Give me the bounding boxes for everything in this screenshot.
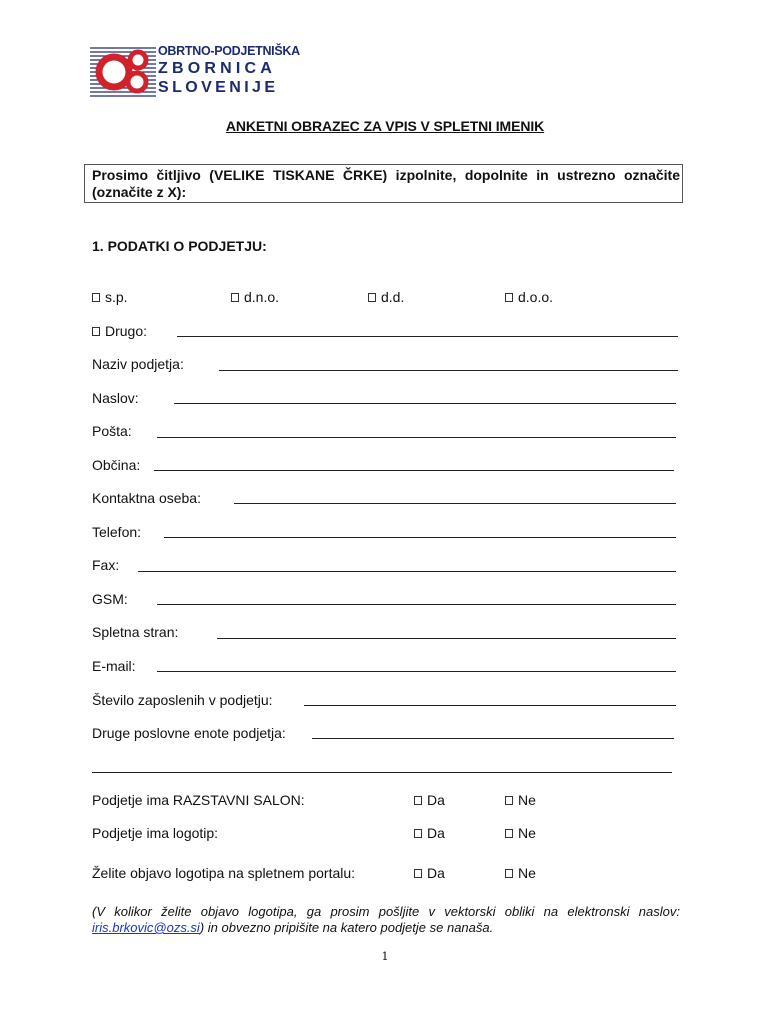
logo-no[interactable] (505, 825, 536, 841)
form-title: ANKETNI OBRAZEC ZA VPIS V SPLETNI IMENIK (225, 118, 545, 134)
option-dd[interactable] (368, 289, 404, 305)
label-website: Spletna stran: (92, 624, 179, 640)
logo-yes[interactable] (414, 825, 445, 841)
checkbox-icon[interactable] (368, 293, 376, 302)
label-address: Naslov: (92, 390, 139, 406)
logo-no-label: Ne (518, 825, 536, 841)
checkbox-icon[interactable] (505, 869, 513, 878)
option-other-label: Drugo: (105, 323, 148, 339)
fax-line[interactable] (138, 571, 676, 572)
option-dd-label: d.d. (381, 289, 405, 305)
label-company-name: Naziv podjetja: (92, 356, 184, 372)
logo-line-3: SLOVENIJE (158, 79, 279, 96)
website-line[interactable] (217, 638, 676, 639)
email-line[interactable] (157, 671, 676, 672)
footnote-text-before: (V kolikor želite objavo logotipa, ga prosim pošljite v vektorski obliki na elektronski naslov: (92, 904, 680, 919)
logo-line-2: ZBORNICA (158, 60, 277, 77)
footnote-text-after: ) in obvezno pripišite na katero podjetje se nanaša. (199, 920, 494, 935)
checkbox-icon[interactable] (414, 796, 422, 805)
publish-yes[interactable] (414, 865, 445, 881)
option-dno[interactable] (231, 289, 279, 305)
showroom-yes[interactable] (414, 792, 445, 808)
other-units-line[interactable] (312, 738, 674, 739)
label-gsm: GSM: (92, 591, 128, 607)
municipality-line[interactable] (154, 470, 674, 471)
logo-line-1: OBRTNO-PODJETNIŠKA (158, 44, 300, 58)
checkbox-icon[interactable] (92, 293, 100, 302)
showroom-no[interactable] (505, 792, 536, 808)
checkbox-icon[interactable] (414, 829, 422, 838)
contact-email-link[interactable]: iris.brkovic@ozs.si (92, 920, 200, 935)
employees-line[interactable] (304, 705, 676, 706)
other-units-line-2[interactable] (92, 772, 672, 773)
showroom-no-label: Ne (518, 792, 536, 808)
label-municipality: Občina: (92, 457, 141, 473)
chamber-logo (90, 44, 300, 102)
option-doo[interactable] (505, 289, 553, 305)
footnote (92, 904, 680, 936)
label-employees: Število zaposlenih v podjetju: (92, 692, 273, 708)
logo-yes-label: Da (427, 825, 445, 841)
address-line[interactable] (174, 403, 676, 404)
option-dno-label: d.n.o. (244, 289, 280, 305)
label-contact-person: Kontaktna oseba: (92, 490, 201, 506)
other-input-line[interactable] (177, 336, 678, 337)
checkbox-icon[interactable] (231, 293, 239, 302)
post-line[interactable] (157, 437, 676, 438)
option-sp[interactable] (92, 289, 128, 305)
label-fax: Fax: (92, 557, 120, 573)
phone-line[interactable] (164, 537, 676, 538)
publish-no-label: Ne (518, 865, 536, 881)
question-publish-logo: Želite objavo logotipa na spletnem portalu: (92, 865, 356, 881)
option-other[interactable] (92, 323, 147, 339)
publish-no[interactable] (505, 865, 536, 881)
contact-person-line[interactable] (234, 503, 676, 504)
gsm-line[interactable] (157, 604, 676, 605)
label-post: Pošta: (92, 423, 132, 439)
checkbox-icon[interactable] (505, 293, 513, 302)
publish-yes-label: Da (427, 865, 445, 881)
checkbox-icon[interactable] (505, 829, 513, 838)
checkbox-icon[interactable] (505, 796, 513, 805)
page-number: 1 (381, 950, 389, 963)
option-doo-label: d.o.o. (518, 289, 554, 305)
checkbox-icon[interactable] (414, 869, 422, 878)
showroom-yes-label: Da (427, 792, 445, 808)
checkbox-icon[interactable] (92, 327, 100, 336)
label-email: E-mail: (92, 658, 136, 674)
question-logo: Podjetje ima logotip: (92, 825, 219, 841)
option-sp-label: s.p. (105, 289, 128, 305)
notice-text: Prosimo čitljivo (VELIKE TISKANE ČRKE) izpolnite, dopolnite in ustrezno označite (označite z X): (92, 167, 680, 200)
chamber-emblem-icon (90, 44, 156, 102)
section-heading-company-data: 1. PODATKI O PODJETJU: (92, 238, 267, 254)
question-showroom: Podjetje ima RAZSTAVNI SALON: (92, 792, 305, 808)
label-other-units: Druge poslovne enote podjetja: (92, 725, 286, 741)
label-phone: Telefon: (92, 524, 142, 540)
company-name-line[interactable] (219, 370, 678, 371)
